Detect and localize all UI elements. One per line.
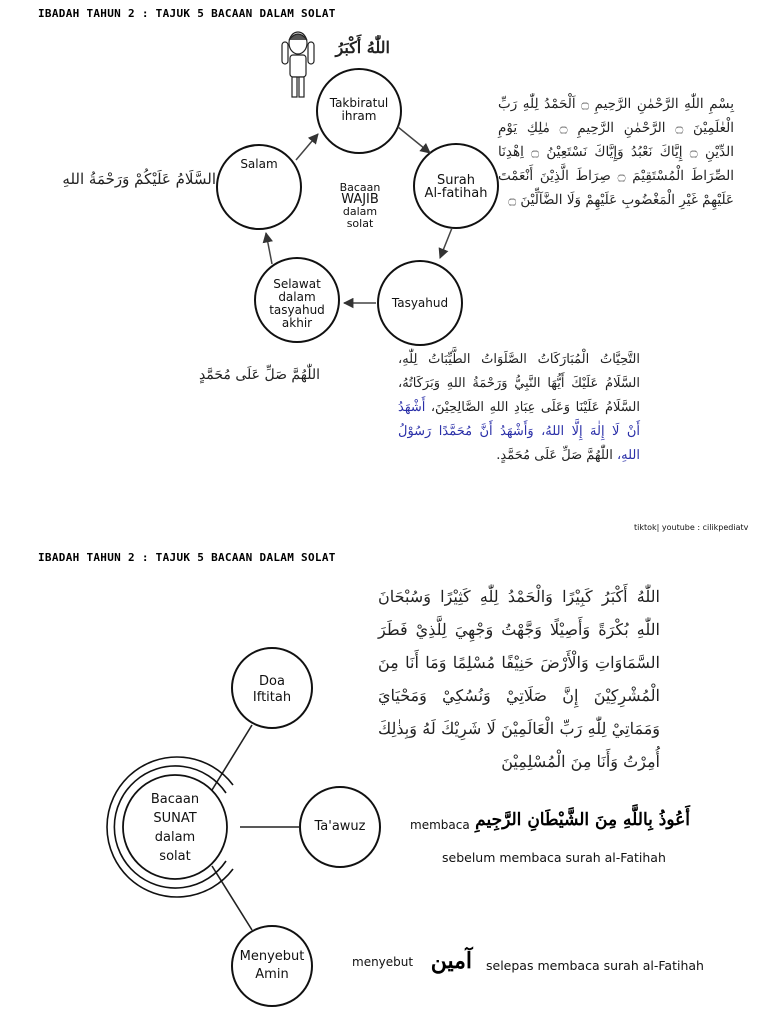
fatihah-arabic: بِسْمِ اللّٰهِ الرَّحْمٰنِ الرَّحِيمِ ۝ اَلْحَمْدُ لِلّٰهِ رَبِّ الْعٰلَمِيْنَ ۝ الرَّحْمٰنِ الرَّحِيمِ ۝ مٰلِكِ يَوْمِ الدِّيْنِ ۝ إِيَّاكَ نَعْبُدُ وَإِيَّاكَ نَسْتَعِيْنُ ۝ اِهْدِنَا الصِّرَاطَ الْمُسْتَقِيْمَ ۝ صِرَاطَ الَّذِيْنَ أَنْعَمْتَ عَلَيْهِمْ غَيْرِ الْمَغْضُوبِ عَلَيْهِمْ وَلَا الضَّآلِّيْنَ ۝ <box>498 96 734 208</box>
center-label-wajib: Bacaan WAJIB dalam solat <box>339 181 381 230</box>
arrow-fatihah-tasyahud <box>440 228 452 258</box>
node-label-amin: Menyebut Amin <box>239 949 305 982</box>
selepas-label: selepas membaca surah al-Fatihah <box>486 958 704 973</box>
membaca-label: membaca <box>410 818 470 832</box>
node-label-takbir: Takbiratul ihram <box>329 96 389 123</box>
node-label-tasyahud: Tasyahud <box>391 296 449 310</box>
salam-arabic: السَّلَامُ عَلَيْكُمْ وَرَحْمَةُ اللهِ <box>62 170 216 188</box>
tawuz-arabic: أَعُوذُ بِاللَّهِ مِنَ الشَّيْطَانِ الرَّجِيمِ <box>475 810 690 830</box>
node-label-fatihah: Surah Al-fatihah <box>424 173 488 201</box>
arrow-salam-takbir <box>296 134 318 160</box>
tasyahud-part2: اللّٰهُمَّ صَلِّ عَلَى مُحَمَّدٍ. <box>496 448 613 463</box>
connector-amin <box>212 866 252 930</box>
iftitah-arabic: اللّٰهُ أَكْبَرُ كَبِيْرًا وَالْحَمْدُ لِلّٰهِ كَثِيْرًا وَسُبْحَانَ اللّٰهِ بُكْرَةً وَأَصِيْلًا وَجَّهْتُ وَجْهِيَ لِلَّذِيْ فَطَرَ السَّمَاوَاتِ وَالْأَرْضَ حَنِيْفًا مُسْلِمًا وَمَا أَنَا مِنَ الْمُشْرِكِيْنَ إِنَّ صَلَاتِيْ وَنُسُكِيْ وَمَحْيَايَ وَمَمَاتِيْ لِلّٰهِ رَبِّ الْعَالَمِيْنَ لَا شَرِيْكَ لَهُ وَبِذٰلِكَ أُمِرْتُ وَأَنَا مِنَ الْمُسْلِمِيْنَ <box>378 587 660 771</box>
node-label-selawat: Selawat dalam tasyahud akhir <box>269 277 325 330</box>
page2-title: IBADAH TAHUN 2 : TAJUK 5 BACAAN DALAM SOLAT <box>38 551 336 564</box>
node-label-tawuz: Ta'awuz <box>314 819 366 834</box>
credit-text: tiktok| youtube : cilikpediatv <box>634 523 749 532</box>
node-label-salam: Salam <box>240 157 278 171</box>
praying-child-icon <box>282 32 314 97</box>
arrow-selawat-salam <box>266 233 272 264</box>
selawat-arabic: اللّٰهُمَّ صَلِّ عَلَى مُحَمَّدٍ <box>198 367 320 383</box>
arrow-takbir-fatihah <box>398 127 430 153</box>
amin-arabic: آمين <box>430 948 472 974</box>
connector-iftitah <box>212 725 252 790</box>
sebelum-label: sebelum membaca surah al-Fatihah <box>442 850 666 865</box>
tasyahud-arabic <box>398 348 640 468</box>
center-label-sunat: Bacaan SUNAT dalam solat <box>150 792 200 864</box>
tasyahud-part1: التَّحِيَّاتُ الْمُبَارَكَاتُ الصَّلَوَاتُ الطَّيِّبَاتُ لِلّٰهِ، السَّلَامُ عَلَيْكَ أَيُّهَا النَّبِيُّ وَرَحْمَةُ اللهِ وَبَرَكَاتُهُ، السَّلَامُ عَلَيْنَا وَعَلَى عِبَادِ اللهِ الصَّالِحِيْنَ، <box>398 352 640 415</box>
page1-title: IBADAH TAHUN 2 : TAJUK 5 BACAAN DALAM SOLAT <box>38 7 336 20</box>
tasyahud-syahadah: أَشْهَدُ أَنْ لَا إِلٰهَ إِلَّا اللهُ، وَأَشْهَدُ أَنَّ مُحَمَّدًا رَسُوْلُ اللهِ، <box>398 400 640 463</box>
takbir-arabic: اللّٰهُ أَكْبَرُ <box>335 38 390 57</box>
menyebut-label: menyebut <box>352 955 414 969</box>
node-label-iftitah: Doa Iftitah <box>252 674 292 705</box>
